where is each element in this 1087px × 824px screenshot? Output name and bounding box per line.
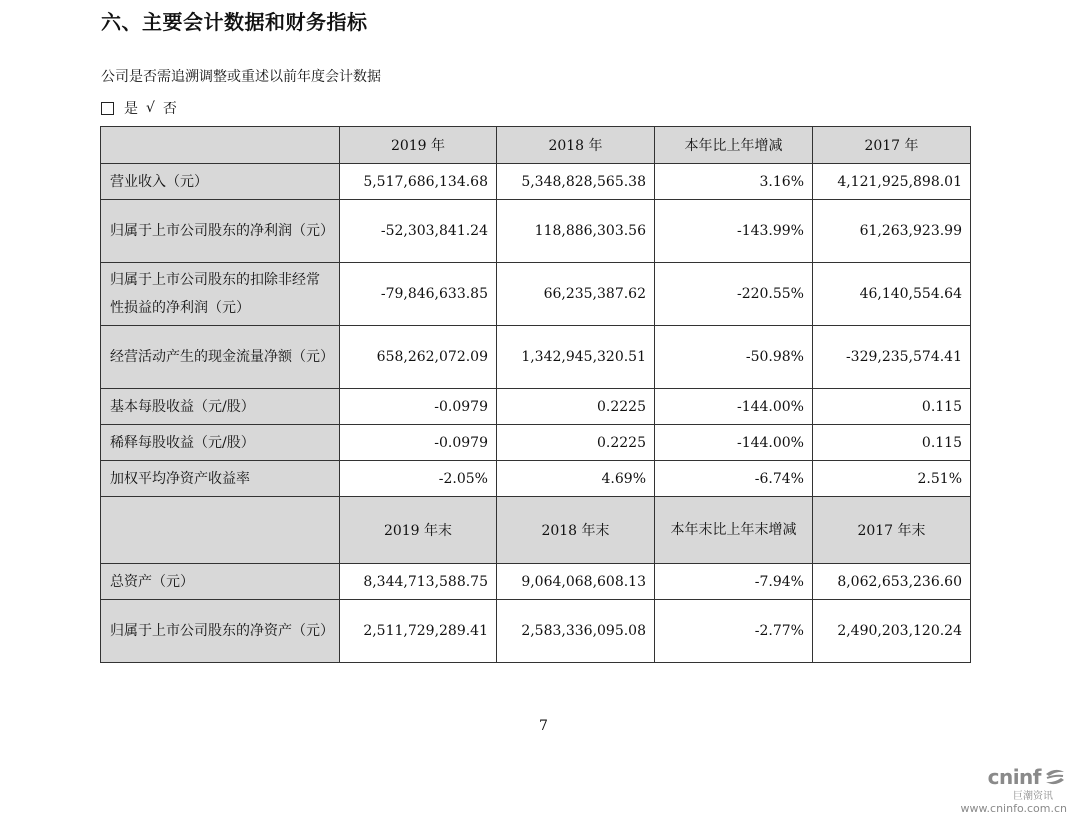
table-row bbox=[101, 564, 971, 600]
header-cell: 本年比上年增减 bbox=[655, 127, 813, 164]
table-row bbox=[101, 600, 971, 663]
financial-indicators-table bbox=[100, 126, 971, 663]
table-row bbox=[101, 389, 971, 425]
cell-value: -220.55% bbox=[655, 263, 813, 326]
cell-value: 9,064,068,608.13 bbox=[497, 564, 655, 600]
cell-value: 4,121,925,898.01 bbox=[813, 164, 971, 200]
brand-subtitle: 巨潮资讯 bbox=[1013, 791, 1053, 802]
header-cell: 2018 年 bbox=[497, 127, 655, 164]
table-row bbox=[101, 200, 971, 263]
row-label: 归属于上市公司股东的扣除非经常性损益的净利润（元） bbox=[101, 263, 340, 326]
cell-value: -0.0979 bbox=[340, 425, 497, 461]
cninfo-logo bbox=[961, 765, 1067, 789]
brand-text: cninf bbox=[987, 765, 1041, 789]
header-cell: 2019 年 bbox=[340, 127, 497, 164]
page-number: 7 bbox=[539, 718, 548, 734]
restatement-answer bbox=[101, 98, 177, 118]
cell-value: 0.115 bbox=[813, 425, 971, 461]
header-cell: 2017 年 bbox=[813, 127, 971, 164]
section-heading: 六、主要会计数据和财务指标 bbox=[101, 10, 368, 34]
cell-value: 5,348,828,565.38 bbox=[497, 164, 655, 200]
cell-value: -7.94% bbox=[655, 564, 813, 600]
yes-label: 是 bbox=[124, 101, 138, 117]
restatement-question: 公司是否需追溯调整或重述以前年度会计数据 bbox=[101, 69, 381, 85]
cell-value: 46,140,554.64 bbox=[813, 263, 971, 326]
table-row bbox=[101, 164, 971, 200]
row-label: 总资产（元） bbox=[101, 564, 340, 600]
cell-value: 4.69% bbox=[497, 461, 655, 497]
cell-value: -144.00% bbox=[655, 389, 813, 425]
table-row bbox=[101, 461, 971, 497]
cell-value: -2.05% bbox=[340, 461, 497, 497]
table-row bbox=[101, 425, 971, 461]
cell-value: 2.51% bbox=[813, 461, 971, 497]
cell-value: 61,263,923.99 bbox=[813, 200, 971, 263]
header-cell: 2017 年末 bbox=[813, 497, 971, 564]
row-label: 加权平均净资产收益率 bbox=[101, 461, 340, 497]
table-header-row bbox=[101, 497, 971, 564]
cell-value: -2.77% bbox=[655, 600, 813, 663]
cell-value: -50.98% bbox=[655, 326, 813, 389]
header-cell: 本年末比上年末增减 bbox=[655, 497, 813, 564]
cell-value: -0.0979 bbox=[340, 389, 497, 425]
swirl-icon bbox=[1043, 767, 1067, 787]
cell-value: 118,886,303.56 bbox=[497, 200, 655, 263]
cell-value: -79,846,633.85 bbox=[340, 263, 497, 326]
table-row bbox=[101, 326, 971, 389]
table-header-row bbox=[101, 127, 971, 164]
cell-value: 8,344,713,588.75 bbox=[340, 564, 497, 600]
row-label: 营业收入（元） bbox=[101, 164, 340, 200]
cell-value: 8,062,653,236.60 bbox=[813, 564, 971, 600]
cell-value: 2,583,336,095.08 bbox=[497, 600, 655, 663]
row-label: 稀释每股收益（元/股） bbox=[101, 425, 340, 461]
cell-value: 2,511,729,289.41 bbox=[340, 600, 497, 663]
cell-value: 66,235,387.62 bbox=[497, 263, 655, 326]
cell-value: -6.74% bbox=[655, 461, 813, 497]
row-label: 归属于上市公司股东的净利润（元） bbox=[101, 200, 340, 263]
brand-site: www.cninfo.com.cn bbox=[960, 802, 1067, 815]
cell-value: -144.00% bbox=[655, 425, 813, 461]
cninfo-watermark bbox=[961, 765, 1067, 815]
cell-value: 1,342,945,320.51 bbox=[497, 326, 655, 389]
cell-value: 5,517,686,134.68 bbox=[340, 164, 497, 200]
check-mark-icon: √ bbox=[146, 100, 155, 116]
row-label: 归属于上市公司股东的净资产（元） bbox=[101, 600, 340, 663]
cell-value: 0.115 bbox=[813, 389, 971, 425]
row-label: 经营活动产生的现金流量净额（元） bbox=[101, 326, 340, 389]
cell-value: -143.99% bbox=[655, 200, 813, 263]
cell-value: 0.2225 bbox=[497, 389, 655, 425]
no-label: 否 bbox=[162, 101, 177, 117]
cell-value: -52,303,841.24 bbox=[340, 200, 497, 263]
checkbox-icon bbox=[101, 102, 114, 115]
cell-value: 3.16% bbox=[655, 164, 813, 200]
table-row bbox=[101, 263, 971, 326]
header-cell: 2019 年末 bbox=[340, 497, 497, 564]
cell-value: 0.2225 bbox=[497, 425, 655, 461]
header-cell bbox=[101, 497, 340, 564]
cell-value: -329,235,574.41 bbox=[813, 326, 971, 389]
header-cell bbox=[101, 127, 340, 164]
cell-value: 658,262,072.09 bbox=[340, 326, 497, 389]
cell-value: 2,490,203,120.24 bbox=[813, 600, 971, 663]
header-cell: 2018 年末 bbox=[497, 497, 655, 564]
row-label: 基本每股收益（元/股） bbox=[101, 389, 340, 425]
